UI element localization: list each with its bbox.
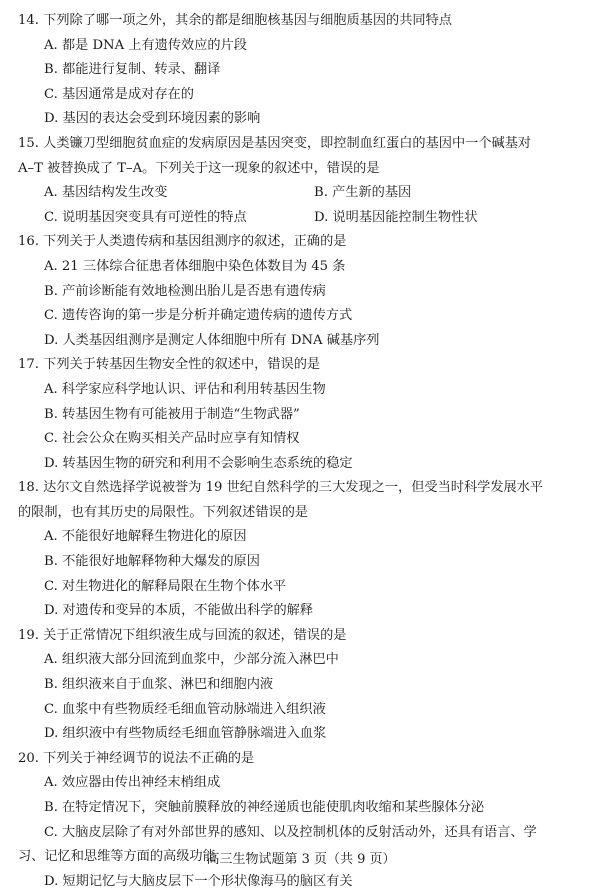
option-a: A. 基因结构发生改变	[44, 185, 168, 201]
question-16-stem: 16. 下列关于人类遗传病和基因组测序的叙述，正确的是	[18, 234, 347, 250]
option-b: B. 不能很好地解释物种大爆发的原因	[44, 554, 260, 570]
question-14-stem: 14. 下列除了哪一项之外，其余的都是细胞核基因与细胞质基因的共同特点	[18, 13, 452, 28]
option-c: C. 对生物进化的解释局限在生物个体水平	[44, 578, 287, 594]
question-17	[18, 353, 586, 476]
question-15-options	[18, 181, 586, 230]
question-20-options	[18, 771, 586, 894]
option-b: B. 组织液来自于血浆、淋巴和细胞内液	[44, 677, 274, 693]
option-d: D. 转基因生物的研究和利用不会影响生态系统的稳定	[44, 455, 353, 471]
question-20-stem: 20. 下列关于神经调节的说法不正确的是	[18, 750, 255, 766]
question-18-stem-line-2: 的限制，也有其历史的局限性。下列叙述错误的是	[18, 504, 309, 520]
question-14	[18, 9, 586, 132]
option-c-line-1: C. 大脑皮层除了有对外部世界的感知、以及控制机体的反射活动外，还具有语言、学	[44, 824, 537, 840]
option-d: D. 短期记忆与大脑皮层下一个形状像海马的脑区有关	[44, 873, 353, 889]
option-a: A. 21 三体综合征患者体细胞中染色体数目为 45 条	[44, 258, 346, 274]
question-19	[18, 624, 586, 747]
question-17-options	[18, 378, 586, 476]
option-a: A. 都是 DNA 上有遗传效应的片段	[44, 37, 247, 53]
option-c: C. 遗传咨询的第一步是分析并确定遗传病的遗传方式	[44, 308, 353, 324]
question-17-stem: 17. 下列关于转基因生物安全性的叙述中，错误的是	[18, 357, 321, 373]
question-14-options	[18, 34, 586, 132]
option-a: A. 不能很好地解释生物进化的原因	[44, 529, 247, 545]
question-19-options	[18, 648, 586, 746]
option-c: C. 说明基因突变具有可逆性的特点	[44, 209, 247, 225]
question-18-stem-line-1: 18. 达尔文自然选择学说被誉为 19 世纪自然科学的三大发现之一，但受当时科学发展水平	[18, 480, 544, 496]
question-15-stem	[18, 132, 586, 181]
question-15-stem-line-1: 15. 人类镰刀型细胞贫血症的发病原因是基因突变，即控制血红蛋白的基因中一个碱基对	[18, 135, 532, 151]
option-b: B. 产前诊断能有效地检测出胎儿是否患有遗传病	[44, 283, 326, 299]
option-c-line-2: 习、记忆和思维等方面的高级功能	[18, 849, 216, 865]
question-18-options	[18, 525, 586, 623]
option-d: D. 对遗传和变异的本质，不能做出科学的解释	[44, 603, 314, 619]
option-a: A. 组织液大部分回流到血浆中，少部分流入淋巴中	[44, 652, 339, 668]
question-18-stem	[18, 476, 586, 525]
option-d: D. 人类基因组测序是测定人体细胞中所有 DNA 碱基序列	[44, 332, 380, 348]
option-c: C. 社会公众在购买相关产品时应享有知情权	[44, 431, 300, 447]
option-b: B. 都能进行复制、转录、翻译	[44, 62, 221, 78]
question-16-options	[18, 255, 586, 353]
option-c: C. 基因通常是成对存在的	[44, 86, 194, 102]
question-16	[18, 230, 586, 353]
option-b: B. 在特定情况下，突触前膜释放的神经递质也能使肌肉收缩和某些腺体分泌	[44, 800, 485, 815]
question-15	[18, 132, 586, 230]
option-b: B. 转基因生物有可能被用于制造“生物武器”	[44, 406, 300, 422]
option-d: D. 组织液中有些物质经毛细血管静脉端进入血浆	[44, 726, 327, 742]
option-c: C. 血浆中有些物质经毛细血管动脉端进入组织液	[44, 701, 326, 717]
option-d: D. 说明基因能控制生物性状	[314, 209, 478, 225]
option-a: A. 科学家应科学地认识、评估和利用转基因生物	[44, 381, 326, 397]
option-a: A. 效应器由传出神经末梢组成	[44, 775, 221, 791]
question-19-stem: 19. 关于正常情况下组织液生成与回流的叙述，错误的是	[18, 627, 347, 643]
option-b: B. 产生新的基因	[314, 185, 412, 201]
question-15-stem-line-2: A–T 被替换成了 T–A。下列关于这一现象的叙述中，错误的是	[18, 160, 380, 176]
question-list	[18, 9, 586, 894]
option-d: D. 基因的表达会受到环境因素的影响	[44, 111, 261, 127]
page-footer: 高三生物试题第 3 页（共 9 页）	[206, 852, 396, 867]
question-18	[18, 476, 586, 624]
question-20	[18, 747, 586, 894]
